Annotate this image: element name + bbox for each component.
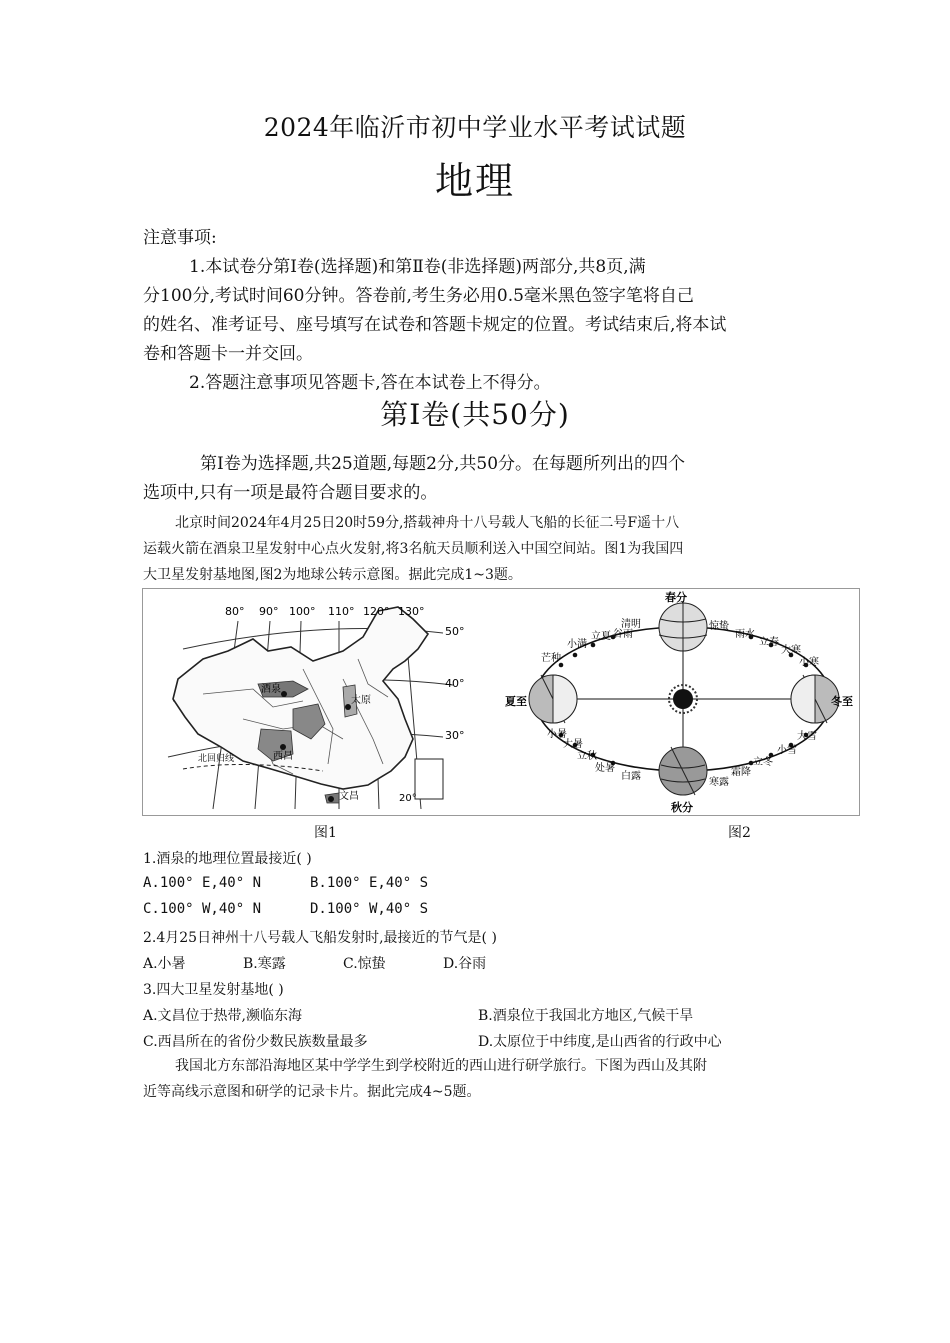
term-label: 小满 bbox=[567, 639, 587, 650]
term-label: 大暑 bbox=[563, 739, 583, 750]
lon-label: 80° bbox=[225, 605, 245, 618]
orbit-diagram bbox=[505, 590, 853, 814]
place-label: 太原 bbox=[351, 695, 371, 706]
lat-label: 30° bbox=[445, 729, 465, 742]
exam-title: 2024年临沂市初中学业水平考试试题 bbox=[263, 113, 687, 142]
place-label: 北回归线 bbox=[198, 754, 235, 764]
notice-heading: 注意事项: bbox=[143, 228, 217, 248]
q3-option-b: B.酒泉位于我国北方地区,气候干旱 bbox=[478, 1008, 694, 1024]
lon-label: 110° bbox=[328, 605, 355, 618]
notice-item1-line4: 卷和答题卡一并交回。 bbox=[143, 344, 313, 364]
place-label: 西昌 bbox=[273, 751, 293, 762]
term-label: 小暑 bbox=[547, 729, 567, 740]
place-label: 酒泉 bbox=[261, 684, 281, 695]
q2-stem: 2.4月25日神州十八号载人飞船发射时,最接近的节气是( ) bbox=[143, 930, 497, 946]
passage2-line1: 我国北方东部沿海地区某中学学生到学校附近的西山进行研学旅行。下图为西山及其附 bbox=[175, 1058, 707, 1074]
term-label: 立冬 bbox=[753, 757, 773, 768]
term-label: 大寒 bbox=[781, 645, 801, 656]
q1-option-d: D.100° W,40° S bbox=[310, 901, 429, 917]
q2-option-d: D.谷雨 bbox=[443, 956, 487, 972]
term-label: 立春 bbox=[759, 637, 779, 648]
q3-option-a: A.文昌位于热带,濒临东海 bbox=[143, 1008, 303, 1024]
section-intro-line2: 选项中,只有一项是最符合题目要求的。 bbox=[143, 483, 438, 503]
q2-option-a: A.小暑 bbox=[143, 956, 186, 972]
term-label: 立秋 bbox=[577, 751, 597, 762]
lat-label: 50° bbox=[445, 625, 465, 638]
q1-option-b: B.100° E,40° S bbox=[310, 875, 429, 891]
passage2-line2: 近等高线示意图和研学的记录卡片。据此完成4~5题。 bbox=[143, 1084, 481, 1100]
lat-label: 20° bbox=[399, 793, 417, 804]
term-label: 秋分 bbox=[671, 801, 693, 814]
lat-label: 40° bbox=[445, 677, 465, 690]
q1-option-a: A.100° E,40° N bbox=[143, 875, 262, 891]
term-label: 白露 bbox=[621, 771, 641, 782]
lon-label: 90° bbox=[259, 605, 279, 618]
q3-stem: 3.四大卫星发射基地( ) bbox=[143, 982, 284, 998]
notice-item1-line3: 的姓名、准考证号、座号填写在试卷和答题卡规定的位置。考试结束后,将本试 bbox=[143, 315, 727, 335]
term-label: 春分 bbox=[665, 591, 687, 604]
figures-svg bbox=[143, 589, 859, 815]
lon-label: 130° bbox=[398, 605, 425, 618]
passage1-line2: 运载火箭在酒泉卫星发射中心点火发射,将3名航天员顺利送入中国空间站。图1为我国四 bbox=[143, 541, 684, 557]
section-intro-line1: 第Ⅰ卷为选择题,共25道题,每题2分,共50分。在每题所列出的四个 bbox=[200, 454, 686, 474]
term-label: 惊蛰 bbox=[709, 621, 729, 632]
term-label: 芒种 bbox=[541, 653, 561, 664]
term-label: 霜降 bbox=[731, 767, 751, 778]
figure2-caption: 图2 bbox=[728, 825, 751, 841]
term-label: 立夏 bbox=[591, 631, 611, 642]
lon-label: 100° bbox=[289, 605, 316, 618]
q1-stem: 1.酒泉的地理位置最接近( ) bbox=[143, 851, 312, 867]
term-label: 夏至 bbox=[505, 695, 527, 708]
term-label: 谷雨 bbox=[613, 629, 633, 640]
figures-frame bbox=[142, 588, 860, 816]
term-label: 雨水 bbox=[735, 629, 755, 640]
place-label: 文昌 bbox=[339, 791, 359, 802]
term-label: 冬至 bbox=[831, 695, 853, 708]
q2-option-b: B.寒露 bbox=[243, 956, 286, 972]
passage1-line1: 北京时间2024年4月25日20时59分,搭载神舟十八号载人飞船的长征二号F遥十八 bbox=[175, 515, 680, 531]
q2-option-c: C.惊蛰 bbox=[343, 956, 386, 972]
notice-item1-line1: 1.本试卷分第Ⅰ卷(选择题)和第Ⅱ卷(非选择题)两部分,共8页,满 bbox=[189, 257, 646, 277]
term-label: 清明 bbox=[621, 619, 641, 630]
subject-title: 地理 bbox=[434, 159, 515, 203]
term-label: 小寒 bbox=[799, 657, 819, 668]
notice-item1-line2: 分100分,考试时间60分钟。答卷前,考生务必用0.5毫米黑色签字笔将自己 bbox=[143, 286, 694, 306]
passage1-line3: 大卫星发射基地图,图2为地球公转示意图。据此完成1~3题。 bbox=[143, 567, 522, 583]
term-label: 小雪 bbox=[777, 745, 797, 756]
lon-label: 120° bbox=[363, 605, 390, 618]
q3-option-d: D.太原位于中纬度,是山西省的行政中心 bbox=[478, 1034, 722, 1050]
figure1-caption: 图1 bbox=[314, 825, 337, 841]
notice-item2: 2.答题注意事项见答题卡,答在本试卷上不得分。 bbox=[189, 373, 551, 393]
q1-option-c: C.100° W,40° N bbox=[143, 901, 262, 917]
term-label: 处暑 bbox=[595, 763, 615, 774]
section-title: 第Ⅰ卷(共50分) bbox=[380, 398, 570, 431]
term-label: 大雪 bbox=[797, 731, 817, 742]
term-label: 寒露 bbox=[709, 777, 729, 788]
china-map bbox=[168, 605, 465, 809]
q3-option-c: C.西昌所在的省份少数民族数量最多 bbox=[143, 1034, 368, 1050]
